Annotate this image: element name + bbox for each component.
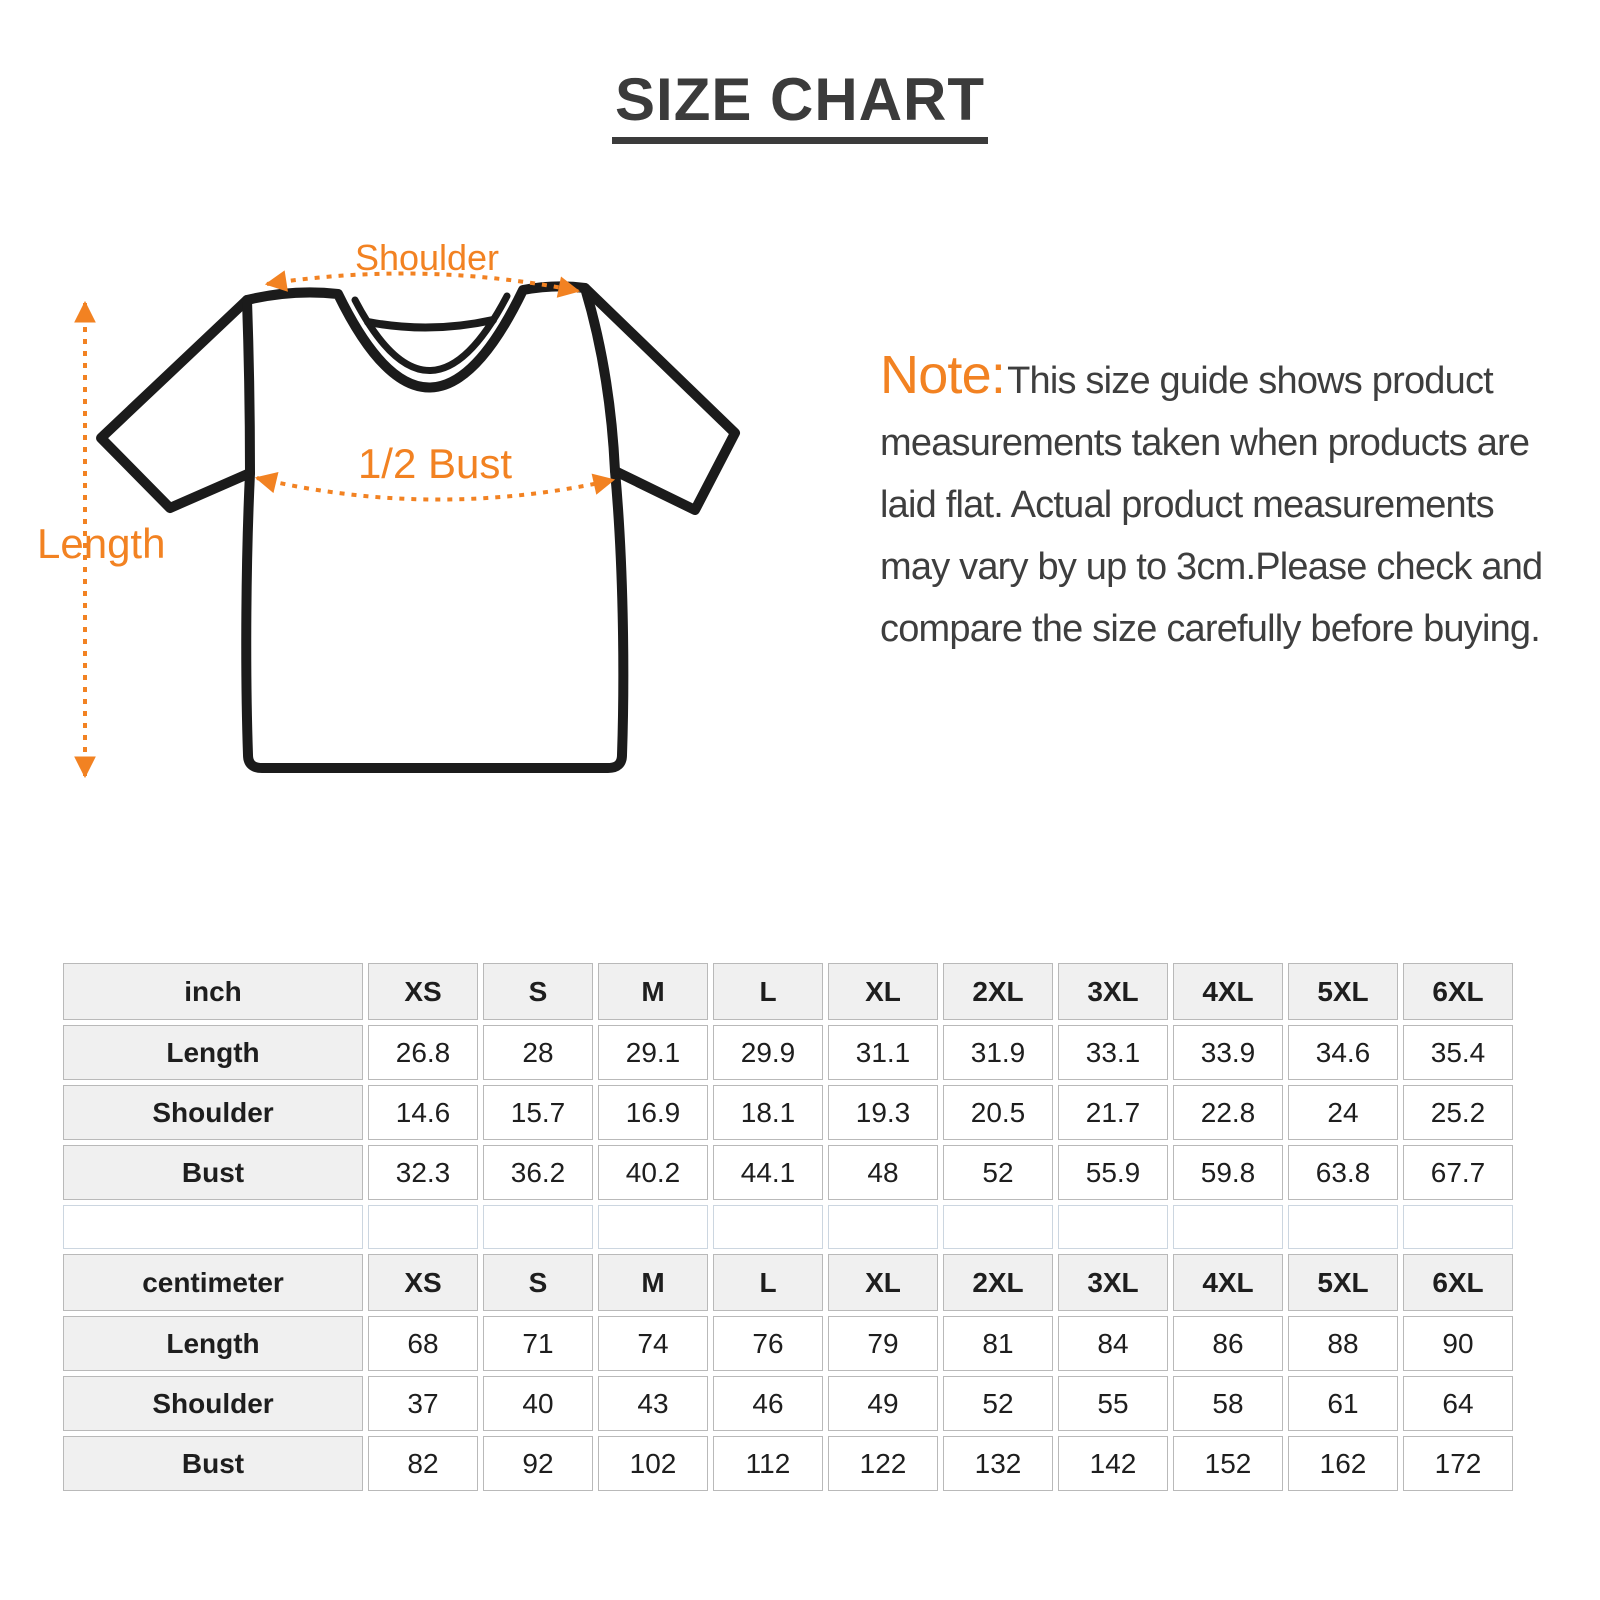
measure-value-cell: 55.9 (1058, 1145, 1168, 1200)
spacer-row (63, 1205, 1513, 1249)
measure-value-cell: 21.7 (1058, 1085, 1168, 1140)
measure-value-cell: 49 (828, 1376, 938, 1431)
measure-value-cell: 25.2 (1403, 1085, 1513, 1140)
measure-value-cell: 142 (1058, 1436, 1168, 1491)
centimeter-header-row (63, 1254, 1513, 1311)
size-column-header: XS (368, 1254, 478, 1311)
measure-label-cell: Length (63, 1316, 363, 1371)
measure-value-cell: 33.9 (1173, 1025, 1283, 1080)
measure-value-cell: 55 (1058, 1376, 1168, 1431)
size-column-header: 5XL (1288, 1254, 1398, 1311)
measure-label-cell: Shoulder (63, 1376, 363, 1431)
measure-label-cell: Length (63, 1025, 363, 1080)
measure-value-cell: 18.1 (713, 1085, 823, 1140)
measure-value-cell: 74 (598, 1316, 708, 1371)
measure-value-cell: 29.9 (713, 1025, 823, 1080)
measure-value-cell: 26.8 (368, 1025, 478, 1080)
measure-value-cell: 172 (1403, 1436, 1513, 1491)
measure-value-cell: 67.7 (1403, 1145, 1513, 1200)
measure-value-cell: 122 (828, 1436, 938, 1491)
spacer-cell (1288, 1205, 1398, 1249)
measure-value-cell: 31.1 (828, 1025, 938, 1080)
cm-bust-row (63, 1436, 1513, 1491)
size-column-header: 6XL (1403, 1254, 1513, 1311)
size-column-header: 2XL (943, 963, 1053, 1020)
measure-value-cell: 46 (713, 1376, 823, 1431)
cm-length-row (63, 1316, 1513, 1371)
measure-value-cell: 152 (1173, 1436, 1283, 1491)
measure-value-cell: 35.4 (1403, 1025, 1513, 1080)
measure-value-cell: 28 (483, 1025, 593, 1080)
measure-value-cell: 61 (1288, 1376, 1398, 1431)
spacer-cell (1058, 1205, 1168, 1249)
measure-value-cell: 79 (828, 1316, 938, 1371)
measure-value-cell: 82 (368, 1436, 478, 1491)
spacer-cell (483, 1205, 593, 1249)
inch-header-row (63, 963, 1513, 1020)
measure-value-cell: 22.8 (1173, 1085, 1283, 1140)
measure-value-cell: 33.1 (1058, 1025, 1168, 1080)
measure-value-cell: 88 (1288, 1316, 1398, 1371)
size-column-header: S (483, 1254, 593, 1311)
measure-value-cell: 31.9 (943, 1025, 1053, 1080)
bust-label: 1/2 Bust (357, 440, 513, 487)
measure-value-cell: 43 (598, 1376, 708, 1431)
inch-length-row (63, 1025, 1513, 1080)
size-column-header: 3XL (1058, 963, 1168, 1020)
measure-label-cell: Bust (63, 1145, 363, 1200)
measure-value-cell: 34.6 (1288, 1025, 1398, 1080)
measure-value-cell: 36.2 (483, 1145, 593, 1200)
inch-bust-row (63, 1145, 1513, 1200)
measure-value-cell: 40 (483, 1376, 593, 1431)
measure-value-cell: 63.8 (1288, 1145, 1398, 1200)
measure-value-cell: 132 (943, 1436, 1053, 1491)
size-column-header: 3XL (1058, 1254, 1168, 1311)
spacer-cell (828, 1205, 938, 1249)
note-line: laid flat. Actual product measurements (880, 484, 1494, 526)
spacer-cell (368, 1205, 478, 1249)
note-prefix: Note: (880, 345, 1006, 405)
measure-value-cell: 20.5 (943, 1085, 1053, 1140)
measure-value-cell: 58 (1173, 1376, 1283, 1431)
shoulder-label: Shoulder (354, 237, 500, 278)
measure-value-cell: 14.6 (368, 1085, 478, 1140)
measure-value-cell: 24 (1288, 1085, 1398, 1140)
note-line: may vary by up to 3cm.Please check and (880, 546, 1543, 588)
measure-value-cell: 44.1 (713, 1145, 823, 1200)
size-column-header: 4XL (1173, 1254, 1283, 1311)
spacer-cell (1173, 1205, 1283, 1249)
spacer-cell (713, 1205, 823, 1249)
spacer-cell (63, 1205, 363, 1249)
measure-value-cell: 112 (713, 1436, 823, 1491)
note-line: measurements taken when products are (880, 422, 1530, 464)
spacer-cell (943, 1205, 1053, 1249)
size-column-header: L (713, 963, 823, 1020)
size-table (58, 958, 1518, 1496)
measure-value-cell: 76 (713, 1316, 823, 1371)
note-paragraph (880, 345, 1543, 660)
measure-value-cell: 90 (1403, 1316, 1513, 1371)
unit-header-cell: inch (63, 963, 363, 1020)
measure-value-cell: 162 (1288, 1436, 1398, 1491)
measure-label-cell: Shoulder (63, 1085, 363, 1140)
size-column-header: 2XL (943, 1254, 1053, 1311)
measure-value-cell: 102 (598, 1436, 708, 1491)
page-title: SIZE CHART (612, 70, 988, 144)
size-column-header: 6XL (1403, 963, 1513, 1020)
measure-value-cell: 19.3 (828, 1085, 938, 1140)
measure-label-cell: Bust (63, 1436, 363, 1491)
measure-value-cell: 29.1 (598, 1025, 708, 1080)
size-column-header: S (483, 963, 593, 1020)
measure-value-cell: 81 (943, 1316, 1053, 1371)
measure-value-cell: 15.7 (483, 1085, 593, 1140)
spacer-cell (1403, 1205, 1513, 1249)
measure-value-cell: 71 (483, 1316, 593, 1371)
measure-value-cell: 32.3 (368, 1145, 478, 1200)
measure-value-cell: 92 (483, 1436, 593, 1491)
size-column-header: XS (368, 963, 478, 1020)
unit-header-cell: centimeter (63, 1254, 363, 1311)
size-column-header: M (598, 1254, 708, 1311)
size-column-header: XL (828, 963, 938, 1020)
cm-shoulder-row (63, 1376, 1513, 1431)
size-column-header: 5XL (1288, 963, 1398, 1020)
measure-value-cell: 40.2 (598, 1145, 708, 1200)
measure-value-cell: 59.8 (1173, 1145, 1283, 1200)
size-column-header: XL (828, 1254, 938, 1311)
measure-value-cell: 16.9 (598, 1085, 708, 1140)
note-line: compare the size carefully before buying. (880, 608, 1541, 650)
measure-value-cell: 64 (1403, 1376, 1513, 1431)
measure-value-cell: 68 (368, 1316, 478, 1371)
measure-value-cell: 86 (1173, 1316, 1283, 1371)
size-column-header: M (598, 963, 708, 1020)
tshirt-outline (101, 286, 735, 768)
tshirt-measurement-diagram (35, 228, 805, 798)
measure-value-cell: 84 (1058, 1316, 1168, 1371)
size-column-header: L (713, 1254, 823, 1311)
measure-value-cell: 48 (828, 1145, 938, 1200)
spacer-cell (598, 1205, 708, 1249)
note-line (880, 345, 1540, 412)
inch-shoulder-row (63, 1085, 1513, 1140)
note-text: This size guide shows product (1007, 360, 1493, 402)
size-column-header: 4XL (1173, 963, 1283, 1020)
measure-value-cell: 52 (943, 1145, 1053, 1200)
measure-value-cell: 37 (368, 1376, 478, 1431)
length-label: Length (37, 520, 166, 567)
measure-value-cell: 52 (943, 1376, 1053, 1431)
